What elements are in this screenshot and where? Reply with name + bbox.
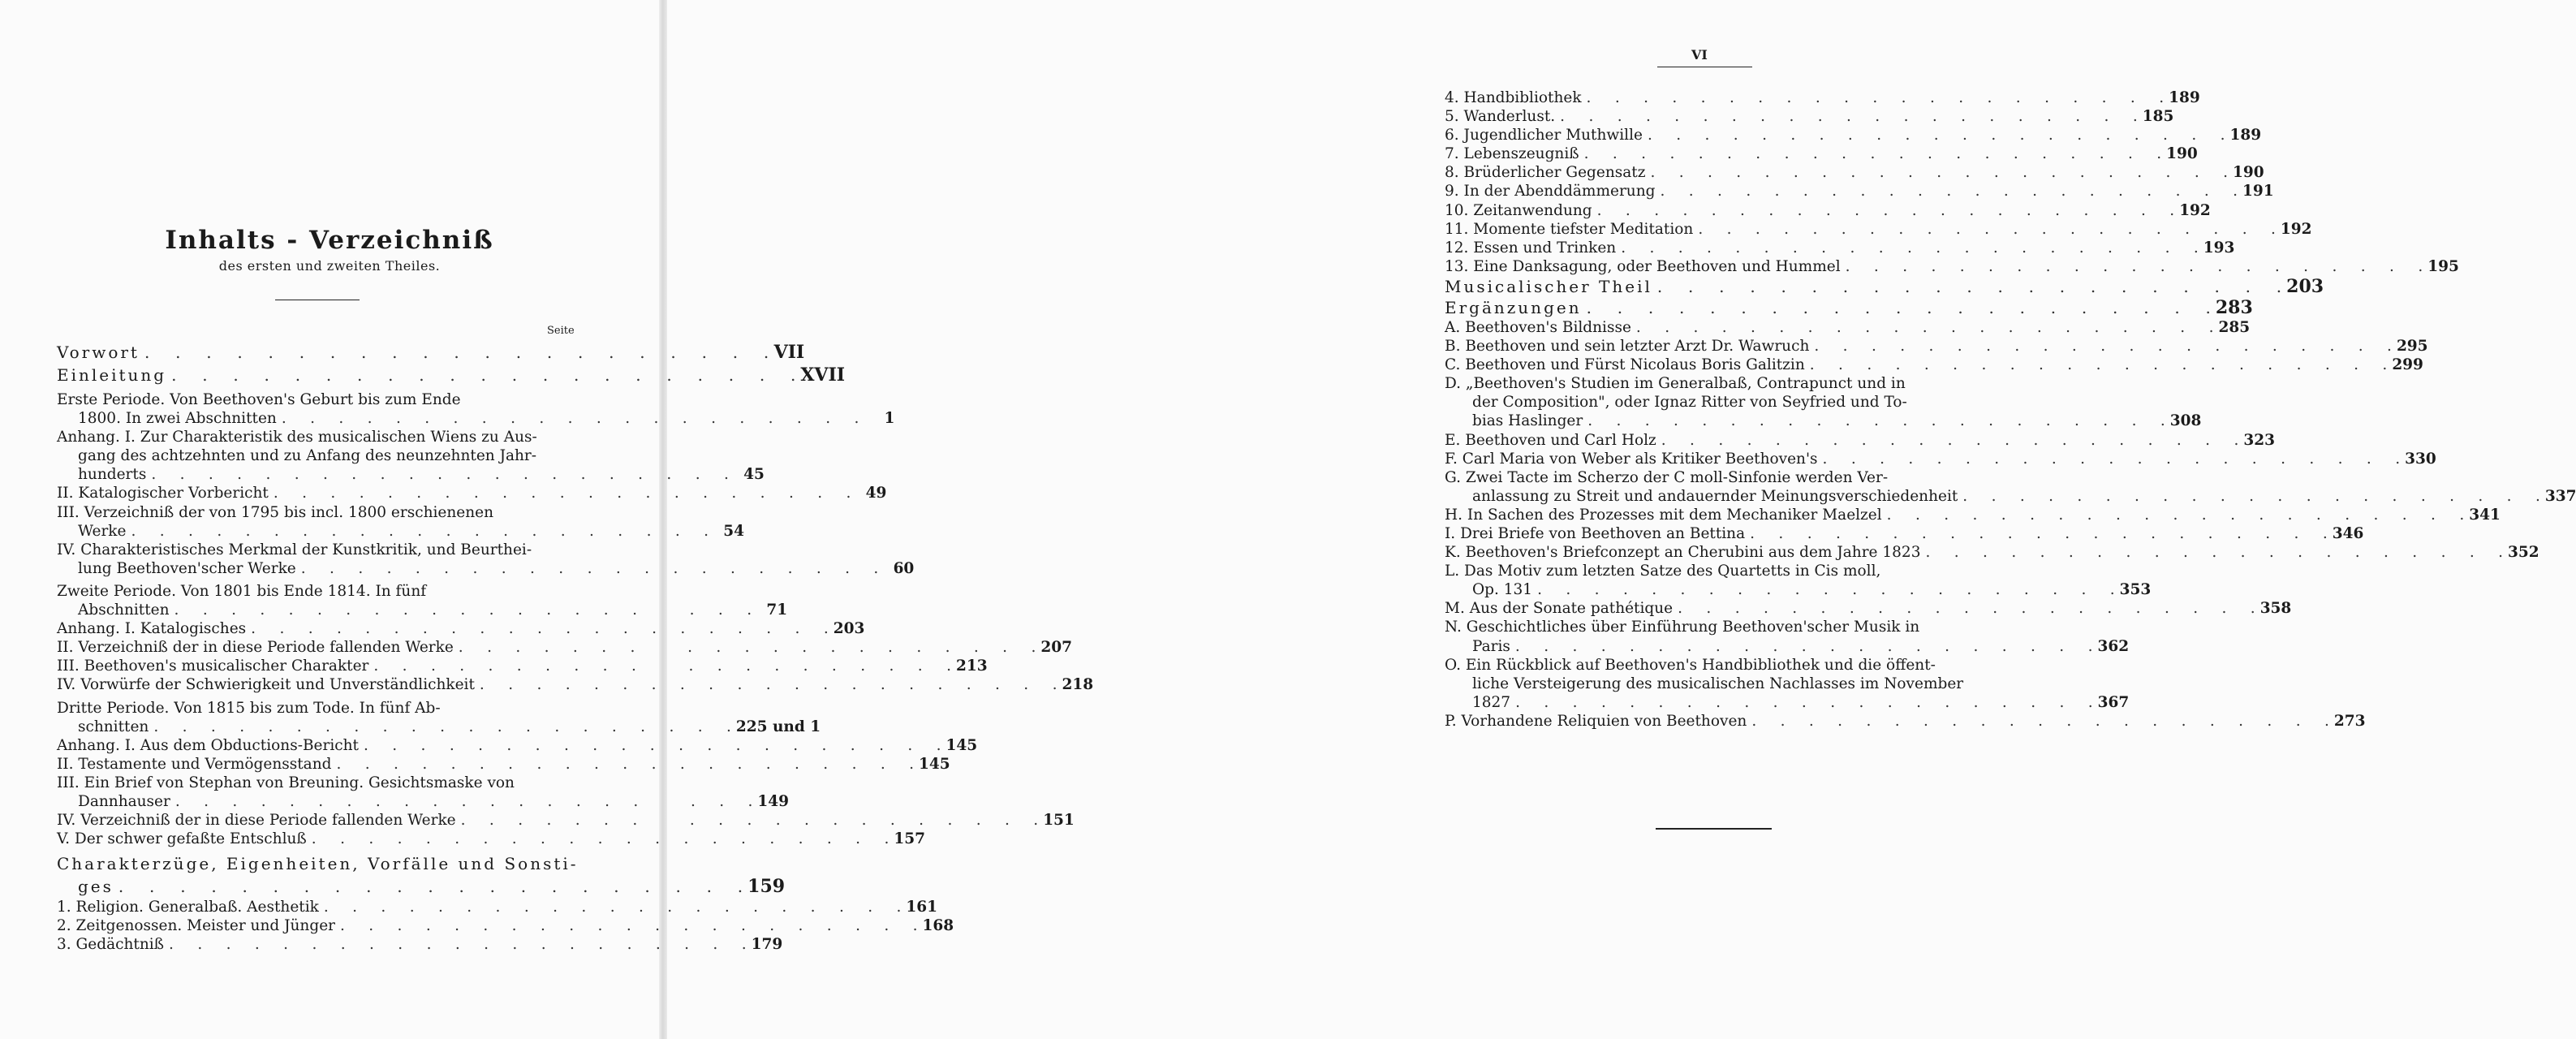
toc-entry — [57, 364, 846, 386]
dot-leader — [1698, 220, 2276, 239]
toc-entry — [57, 852, 786, 898]
toc-entry-line — [1445, 275, 2324, 297]
running-head: VI — [1691, 47, 1708, 63]
toc-page-number: 190 — [2166, 145, 2198, 163]
toc-page-number: 323 — [2243, 431, 2275, 449]
toc-entry-text: B. Beethoven und sein letzter Arzt Dr. Wawruch — [1445, 338, 1810, 356]
toc-entry — [57, 898, 938, 916]
toc-entry — [57, 638, 1072, 657]
toc-entry — [57, 736, 978, 755]
toc-page-number: 145 — [946, 736, 978, 754]
toc-entry-text: IV. Vorwürfe der Schwierigkeit und Unverständlichkeit — [57, 676, 475, 694]
dot-leader — [1584, 144, 2162, 163]
toc-page-number: 283 — [2215, 296, 2253, 318]
toc-entry — [1445, 431, 2275, 450]
toc-entry — [1445, 337, 2428, 356]
toc-entry — [57, 774, 790, 811]
toc-page-number: 225 und 1 — [735, 718, 821, 735]
toc-entry — [1445, 239, 2235, 257]
toc-entry-text: ges — [78, 877, 114, 897]
toc-page-number: 193 — [2203, 239, 2235, 257]
toc-page-number: 149 — [757, 792, 790, 810]
toc-entry-line — [57, 699, 581, 718]
toc-page-number: 273 — [2333, 712, 2366, 730]
toc-page-number: 45 — [743, 466, 765, 484]
toc-entry-text: Ergänzungen — [1445, 297, 1582, 317]
toc-entry-text: lung Beethoven'scher Werke — [78, 559, 296, 577]
dot-leader — [118, 875, 743, 898]
toc-entry-text: I. Drei Briefe von Beethoven an Bettina — [1445, 524, 1746, 542]
toc-entry — [1445, 296, 2253, 318]
dot-leader — [131, 522, 709, 541]
toc-entry-line — [1445, 163, 2264, 182]
toc-entry-line — [57, 601, 788, 619]
toc-entry-text: 9. In der Abenddämmerung — [1445, 183, 1656, 200]
toc-page-number: 179 — [751, 936, 783, 954]
toc-entry-line — [1445, 220, 2312, 239]
toc-page-number: 285 — [2218, 318, 2251, 336]
toc-entry-line — [57, 792, 790, 811]
toc-page-number: 346 — [2332, 524, 2364, 542]
toc-page-number: 185 — [2142, 108, 2174, 126]
toc-entry — [1445, 618, 2130, 655]
toc-entry — [1445, 88, 2200, 107]
toc-entry — [57, 675, 1094, 694]
toc-entry-text: 6. Jugendlicher Muthwille — [1445, 127, 1643, 144]
dot-leader — [1621, 239, 2199, 257]
toc-entry — [1445, 275, 2324, 297]
toc-entry-line — [1445, 126, 2262, 144]
toc-entry-line — [1445, 656, 1966, 675]
toc-entry-text: G. Zwei Tacte im Scherzo der C moll-Sinfonie werden Ver- — [1445, 468, 1889, 486]
toc-entry-text: liche Versteigerung des musicalischen Nachlasses im November — [1472, 675, 1964, 692]
toc-page-number: 192 — [2280, 220, 2312, 238]
right-page — [667, 0, 2576, 1039]
toc-page-number: 189 — [2229, 127, 2262, 144]
toc-page-number: 353 — [2119, 581, 2152, 599]
toc-entry-line — [57, 428, 581, 446]
dot-leader — [1515, 693, 2093, 712]
page-subtitle: des ersten und zweiten Theiles. — [218, 258, 441, 274]
toc-entry-line — [1445, 88, 2200, 107]
toc-entry-line — [1445, 393, 1966, 412]
toc-page-number: XVII — [800, 364, 846, 386]
toc-entry-text: II. Verzeichniß der in diese Periode fallenden Werke — [57, 639, 454, 657]
toc-entry-line — [1445, 257, 2459, 276]
dot-leader — [1587, 297, 2211, 318]
toc-page-number: 159 — [747, 876, 786, 898]
toc-entry-line — [57, 675, 1094, 694]
dot-leader — [1648, 126, 2225, 144]
toc-page-number: 330 — [2405, 450, 2436, 468]
toc-page-number: 367 — [2097, 693, 2130, 711]
toc-entry-line — [57, 541, 581, 559]
toc-entry-text: 2. Zeitgenossen. Meister und Jünger — [57, 917, 335, 935]
toc-entry — [57, 830, 925, 848]
toc-entry — [1445, 318, 2251, 337]
toc-page-number: 195 — [2427, 257, 2459, 275]
dot-leader — [1846, 257, 2423, 276]
dot-leader — [1823, 450, 2401, 468]
toc-entry-line — [1445, 239, 2235, 257]
dot-leader — [1751, 712, 2329, 731]
toc-entry-text: II. Katalogischer Vorbericht — [57, 485, 269, 502]
toc-page-number: 54 — [723, 522, 745, 540]
toc-entry — [57, 755, 950, 774]
toc-page-number: 1 — [884, 410, 895, 428]
toc-entry-text: bias Haslinger — [1472, 412, 1583, 430]
toc-entry-line — [1445, 487, 2576, 506]
dot-leader — [1597, 201, 2175, 220]
left-page — [0, 0, 1094, 1039]
toc-entry-line — [1445, 618, 1966, 636]
toc-entry-text: anlassung zu Streit und andauernder Meinungsverschiedenheit — [1472, 487, 1958, 505]
page-column-header: Seite — [547, 325, 575, 337]
toc-entry — [1445, 656, 2130, 712]
toc-page-number: VII — [773, 342, 805, 363]
toc-page-number: 161 — [906, 899, 938, 916]
end-rule — [1656, 828, 1772, 830]
toc-page-number: 213 — [955, 657, 988, 675]
toc-entry-line — [57, 619, 865, 638]
toc-entry — [57, 484, 887, 502]
toc-entry — [1445, 450, 2436, 468]
page-title: Inhalts - Verzeichniß — [165, 226, 494, 255]
toc-entry — [57, 390, 895, 428]
dot-leader — [1636, 318, 2214, 337]
toc-entry-line — [1445, 675, 1966, 693]
toc-entry — [1445, 201, 2211, 220]
toc-entry — [57, 619, 865, 638]
toc-entry-line — [57, 916, 954, 935]
toc-entry-text: Paris — [1472, 637, 1510, 655]
toc-page-number: 60 — [893, 559, 915, 577]
toc-entry — [1445, 257, 2459, 276]
toc-entry-text: A. Beethoven's Bildnisse — [1445, 318, 1631, 336]
toc-entry-text: Einleitung — [57, 365, 167, 385]
toc-entry — [57, 935, 783, 954]
toc-entry-text: 11. Momente tiefster Meditation — [1445, 220, 1694, 238]
toc-entry-text: 4. Handbibliothek — [1445, 89, 1582, 106]
toc-entry-text: Erste Periode. Von Beethoven's Geburt bis zum Ende — [57, 391, 461, 408]
toc-page-number: 299 — [2392, 356, 2423, 374]
dot-leader — [1660, 182, 2238, 200]
toc-entry-text: 8. Brüderlicher Gegensatz — [1445, 164, 1646, 182]
toc-entry-text: Musicalischer Theil — [1445, 276, 1652, 296]
toc-entry-text: F. Carl Maria von Weber als Kritiker Beethoven's — [1445, 450, 1818, 468]
toc-entry — [1445, 163, 2264, 182]
toc-page-number: 352 — [2508, 544, 2539, 562]
toc-entry-text: hunderts — [78, 466, 147, 484]
toc-entry-text: der Composition", oder Ignaz Ritter von Seyfried und To- — [1472, 394, 1907, 412]
toc-page-number: 341 — [2469, 506, 2501, 524]
dot-leader — [1750, 524, 2328, 543]
toc-entry-line — [57, 446, 581, 465]
toc-entry-line — [1445, 450, 2436, 468]
dot-leader — [1814, 337, 2392, 356]
toc-entry-text: Vorwort — [57, 343, 140, 362]
toc-entry-line — [1445, 543, 2539, 562]
toc-entry-text: Abschnitten — [78, 601, 170, 619]
toc-right-list — [1445, 88, 2576, 731]
toc-page-number: 203 — [833, 620, 865, 638]
toc-entry — [57, 503, 745, 541]
toc-entry-text: L. Das Motiv zum letzten Satze des Quartetts in Cis moll, — [1445, 563, 1881, 580]
toc-entry-text: N. Geschichtliches über Einführung Beethoven'scher Musik in — [1445, 619, 1920, 636]
toc-entry-text: M. Aus der Sonate pathétique — [1445, 600, 1674, 618]
dot-leader — [1661, 431, 2239, 450]
toc-entry-line — [57, 484, 887, 502]
toc-entry-text: IV. Charakteristisches Merkmal der Kunstkritik, und Beurthei- — [57, 541, 532, 558]
toc-page-number: 145 — [919, 755, 950, 773]
toc-entry — [1445, 543, 2539, 562]
toc-entry-line — [57, 898, 938, 916]
toc-entry-text: C. Beethoven und Fürst Nicolaus Boris Galitzin — [1445, 356, 1805, 374]
toc-entry — [1445, 356, 2423, 374]
toc-page-number: 71 — [766, 601, 788, 619]
toc-entry-line — [1445, 144, 2198, 163]
toc-entry-line — [1445, 356, 2423, 374]
toc-entry — [57, 341, 805, 364]
toc-entry-text: schnitten — [78, 718, 149, 735]
toc-left-list — [57, 341, 1094, 955]
toc-entry — [57, 582, 788, 619]
dot-leader — [1650, 163, 2228, 182]
toc-page-number: 295 — [2396, 338, 2428, 356]
toc-entry-text: 12. Essen und Trinken — [1445, 239, 1617, 257]
toc-entry — [1445, 524, 2364, 543]
toc-entry-text: Anhang. I. Zur Charakteristik des musicalischen Wiens zu Aus- — [57, 429, 537, 446]
toc-entry-line — [1445, 712, 2366, 731]
dot-leader — [153, 718, 731, 736]
toc-entry-text: H. In Sachen des Prozesses mit dem Mechaniker Maelzel — [1445, 506, 1882, 524]
toc-entry-line — [57, 811, 1075, 830]
toc-entry-line — [57, 774, 581, 792]
toc-entry-line — [1445, 468, 1966, 487]
toc-entry-line — [1445, 506, 2501, 524]
toc-entry — [1445, 599, 2292, 618]
dot-leader — [151, 465, 729, 484]
toc-entry-line — [57, 503, 581, 522]
toc-page-number: 308 — [2169, 412, 2202, 430]
toc-entry — [1445, 562, 2152, 599]
dot-leader — [1887, 506, 2465, 524]
toc-page-number: 218 — [1062, 676, 1094, 694]
toc-page-number: 189 — [2169, 89, 2200, 106]
toc-entry-text: 3. Gedächtniß — [57, 936, 165, 954]
toc-entry-text: III. Ein Brief von Stephan von Breuning. Gesichtsmaske von — [57, 774, 515, 791]
toc-page-number: 191 — [2242, 183, 2274, 200]
toc-entry-line — [57, 409, 895, 428]
toc-entry-line — [1445, 637, 2130, 656]
toc-entry-line — [57, 559, 915, 578]
toc-entry — [1445, 712, 2366, 731]
toc-page-number: 157 — [894, 830, 925, 848]
toc-entry-line — [1445, 693, 2130, 712]
toc-entry-line — [57, 657, 988, 675]
toc-entry — [1445, 506, 2501, 524]
toc-entry — [57, 811, 1075, 830]
toc-entry — [1445, 107, 2174, 126]
toc-entry-line — [57, 852, 581, 875]
toc-entry-text: Charakterzüge, Eigenheiten, Vorfälle und Sonsti- — [57, 854, 579, 874]
toc-entry-text: 5. Wanderlust. — [1445, 108, 1556, 126]
toc-entry — [57, 916, 954, 935]
toc-entry-text: E. Beethoven und Carl Holz — [1445, 431, 1656, 449]
toc-entry — [57, 699, 821, 736]
toc-page-number: 168 — [922, 917, 954, 935]
toc-entry-line — [57, 830, 925, 848]
toc-entry-line — [1445, 337, 2428, 356]
toc-entry-text: gang des achtzehnten und zu Anfang des neunzehnten Jahr- — [78, 447, 537, 465]
toc-entry-line — [57, 875, 786, 898]
dot-leader — [1925, 543, 2503, 562]
toc-entry-text: 1800. In zwei Abschnitten — [78, 410, 277, 428]
toc-entry-text: Dannhauser — [78, 792, 170, 810]
toc-page-number: 190 — [2233, 164, 2264, 182]
toc-entry-line — [1445, 201, 2211, 220]
toc-entry-line — [57, 718, 821, 736]
dot-leader — [1810, 356, 2388, 374]
toc-entry-line — [57, 736, 978, 755]
dot-leader — [1678, 599, 2255, 618]
toc-entry-line — [1445, 296, 2253, 318]
toc-page-number: 151 — [1043, 812, 1075, 830]
toc-entry-line — [1445, 318, 2251, 337]
toc-entry-line — [57, 935, 783, 954]
toc-page-number: 337 — [2544, 487, 2576, 505]
toc-entry-text: 1827 — [1472, 693, 1511, 711]
toc-entry-text: 7. Lebenszeugniß — [1445, 145, 1579, 163]
toc-entry-text: Zweite Periode. Von 1801 bis Ende 1814. In fünf — [57, 582, 427, 600]
toc-entry-line — [57, 755, 950, 774]
toc-page-number: 49 — [865, 485, 887, 502]
dot-leader — [1587, 88, 2165, 107]
toc-entry — [57, 657, 988, 675]
toc-entry-line — [57, 638, 1072, 657]
toc-entry — [57, 428, 765, 484]
toc-entry-text: D. „Beethoven's Studien im Generalbaß, Contrapunct und in — [1445, 375, 1906, 393]
toc-entry-line — [57, 364, 846, 386]
dot-leader — [1560, 107, 2138, 126]
toc-entry — [1445, 126, 2262, 144]
toc-entry-text: Op. 131 — [1472, 581, 1533, 599]
toc-entry-text: Anhang. I. Aus dem Obductions-Bericht — [57, 736, 359, 754]
toc-entry-line — [1445, 182, 2274, 200]
toc-entry — [1445, 374, 2202, 430]
toc-entry — [1445, 220, 2312, 239]
toc-entry-line — [1445, 524, 2364, 543]
toc-entry-text: III. Beethoven's musicalischer Charakter — [57, 657, 369, 675]
dot-leader — [1962, 487, 2540, 506]
toc-entry-line — [1445, 107, 2174, 126]
toc-entry-line — [1445, 431, 2275, 450]
toc-entry-line — [1445, 374, 1966, 393]
toc-entry-text: Dritte Periode. Von 1815 bis zum Tode. In fünf Ab- — [57, 699, 441, 717]
toc-entry-text: 10. Zeitanwendung — [1445, 201, 1592, 219]
toc-entry-text: Anhang. I. Katalogisches — [57, 620, 247, 638]
toc-entry-line — [1445, 562, 1966, 580]
toc-entry — [1445, 144, 2198, 163]
toc-entry — [1445, 182, 2274, 200]
toc-entry — [1445, 468, 2576, 506]
toc-entry-line — [1445, 599, 2292, 618]
toc-entry-text: V. Der schwer gefaßte Entschluß — [57, 830, 307, 848]
toc-entry-line — [57, 465, 765, 484]
toc-entry-line — [1445, 580, 2152, 599]
toc-page-number: 203 — [2286, 275, 2324, 297]
toc-entry-text: IV. Verzeichniß der in diese Periode fallenden Werke — [57, 812, 456, 830]
dot-leader — [1515, 637, 2093, 656]
toc-entry — [57, 541, 915, 578]
book-gutter — [659, 0, 667, 1039]
toc-entry-line — [57, 582, 581, 601]
toc-entry-text: III. Verzeichniß der von 1795 bis incl. 1800 erschienenen — [57, 503, 493, 521]
toc-page-number: 358 — [2259, 600, 2292, 618]
toc-entry-line — [57, 390, 581, 409]
toc-entry-line — [57, 341, 805, 364]
toc-entry-text: P. Vorhandene Reliquien von Beethoven — [1445, 712, 1747, 730]
toc-entry-text: O. Ein Rückblick auf Beethoven's Handbibliothek und die öffent- — [1445, 656, 1936, 674]
dot-leader — [1587, 412, 2165, 430]
toc-page-number: 192 — [2179, 201, 2211, 219]
dot-leader — [1657, 276, 2281, 297]
toc-entry-line — [1445, 412, 2202, 430]
toc-entry-text: Werke — [78, 522, 127, 540]
toc-entry-line — [57, 522, 745, 541]
dot-leader — [1537, 580, 2115, 599]
toc-entry-text: 1. Religion. Generalbaß. Aesthetik — [57, 899, 319, 916]
toc-page-number: 362 — [2097, 637, 2130, 655]
toc-page-number: 207 — [1040, 639, 1072, 657]
toc-entry-text: K. Beethoven's Briefconzept an Cherubini aus dem Jahre 1823 — [1445, 544, 1921, 562]
toc-entry-text: II. Testamente und Vermögensstand — [57, 755, 332, 773]
toc-entry-text: 13. Eine Danksagung, oder Beethoven und Hummel — [1445, 257, 1841, 275]
